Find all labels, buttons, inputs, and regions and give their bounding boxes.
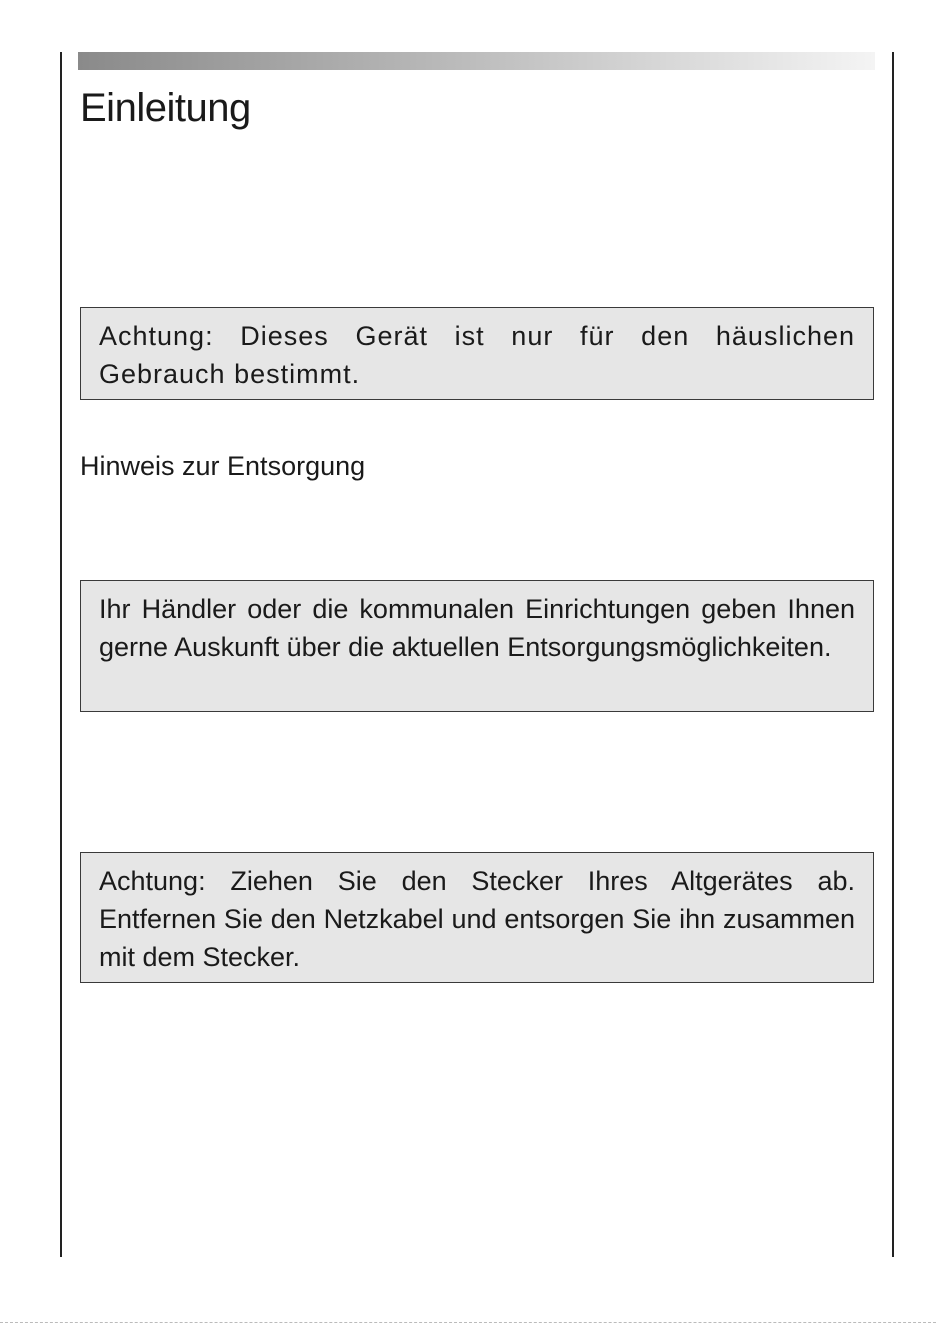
header-gradient-bar [78, 52, 875, 70]
info-box-disposal-options: Ihr Händler oder die kommunalen Einrichtungen geben Ihnen gerne Auskunft über die aktuellen Entsorgungsmöglichkeiten. [80, 580, 874, 712]
warning-box-unplug-appliance: Achtung: Ziehen Sie den Stecker Ihres Altgerätes ab. Entfernen Sie den Netzkabel und entsorgen Sie ihn zusammen mit dem Stecker. [80, 852, 874, 983]
left-margin-line [60, 52, 62, 1257]
disposal-heading: Hinweis zur Entsorgung [80, 451, 366, 481]
right-margin-line [892, 52, 894, 1257]
page-title: Einleitung [80, 86, 251, 130]
page-bottom-rule [0, 1322, 936, 1323]
warning-box-household-use: Achtung: Dieses Gerät ist nur für den häuslichen Gebrauch bestimmt. [80, 307, 874, 400]
